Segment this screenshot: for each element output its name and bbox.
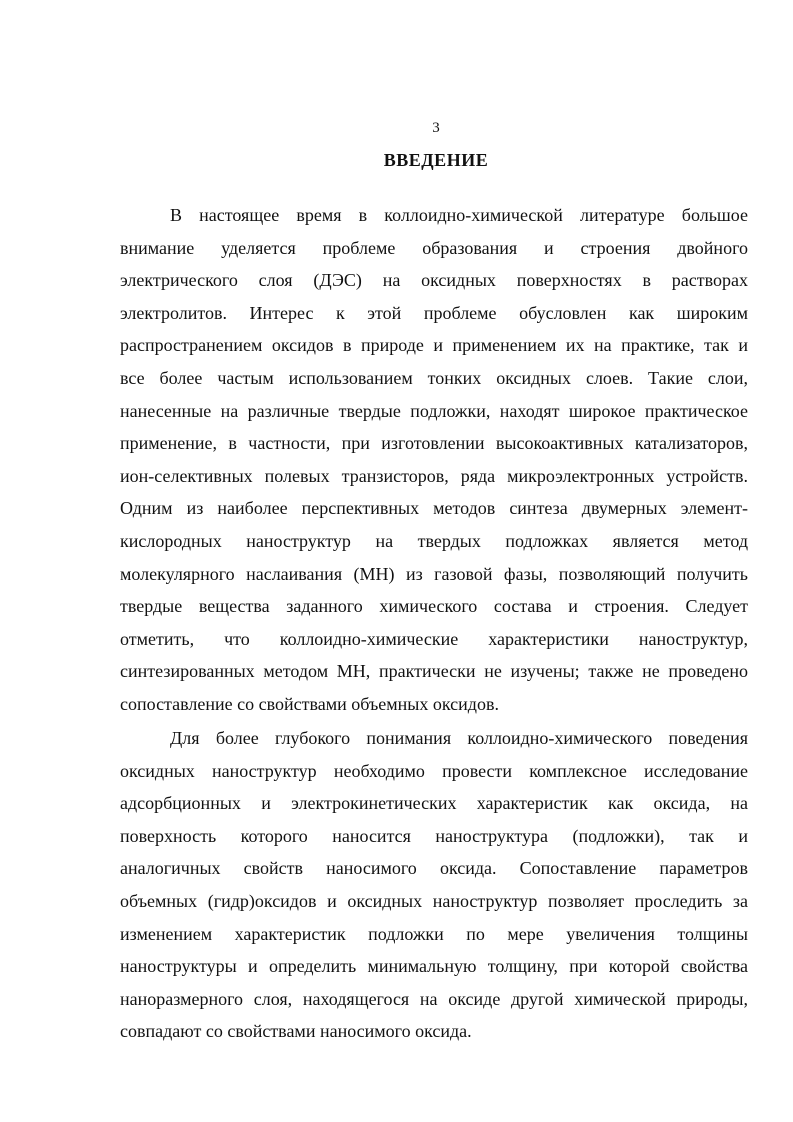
paragraph-2 — [120, 722, 748, 1048]
text-line: распространением оксидов в природе и применением их на практике, так и — [120, 335, 748, 356]
text-line: внимание уделяется проблеме образования и строения двойного — [120, 237, 748, 258]
text-line: совпадают со свойствами наносимого оксида. — [120, 1021, 472, 1042]
text-line: наноразмерного слоя, находящегося на оксиде другой химической природы, — [120, 988, 748, 1009]
text-line: изменением характеристик подложки по мере увеличения толщины — [120, 923, 748, 944]
text-line: аналогичных свойств наносимого оксида. Сопоставление параметров — [120, 858, 748, 879]
text-line: сопоставление со свойствами объемных оксидов. — [120, 693, 499, 714]
text-line: адсорбционных и электрокинетических характеристик как оксида, на — [120, 793, 748, 814]
page-number: 3 — [432, 120, 440, 136]
text-line: ион-селективных полевых транзисторов, ряда микроэлектронных устройств. — [120, 465, 748, 486]
text-line: отметить, что коллоидно-химические характеристики наноструктур, — [120, 628, 748, 649]
text-line: молекулярного наслаивания (МН) из газовой фазы, позволяющий получить — [120, 563, 748, 584]
text-line: В настоящее время в коллоидно-химической литературе большое — [170, 205, 748, 225]
text-line: электролитов. Интерес к этой проблеме обусловлен как широким — [120, 302, 748, 323]
text-line: все более частым использованием тонких оксидных слоев. Такие слои, — [120, 367, 748, 388]
text-line: оксидных наноструктур необходимо провести комплексное исследование — [120, 760, 748, 781]
text-line: Для более глубокого понимания коллоидно-химического поведения — [170, 728, 748, 748]
text-line: твердые вещества заданного химического состава и строения. Следует — [120, 596, 748, 617]
text-line: объемных (гидр)оксидов и оксидных наноструктур позволяет проследить за — [120, 890, 748, 911]
text-line: синтезированных методом МН, практически не изучены; также не проведено — [120, 661, 748, 682]
paragraph-1 — [120, 199, 748, 721]
text-line: электрического слоя (ДЭС) на оксидных поверхностях в растворах — [120, 270, 748, 291]
text-line: Одним из наиболее перспективных методов синтеза двумерных элемент- — [120, 498, 748, 519]
text-line: кислородных наноструктур на твердых подложках является метод — [120, 530, 748, 551]
text-line: поверхность которого наносится наноструктура (подложки), так и — [120, 825, 748, 846]
section-heading: ВВЕДЕНИЕ — [383, 150, 489, 170]
text-line: применение, в частности, при изготовлении высокоактивных катализаторов, — [120, 433, 748, 454]
text-line: наноструктуры и определить минимальную толщину, при которой свойства — [120, 956, 748, 977]
text-line: нанесенные на различные твердые подложки, находят широкое практическое — [120, 400, 748, 421]
